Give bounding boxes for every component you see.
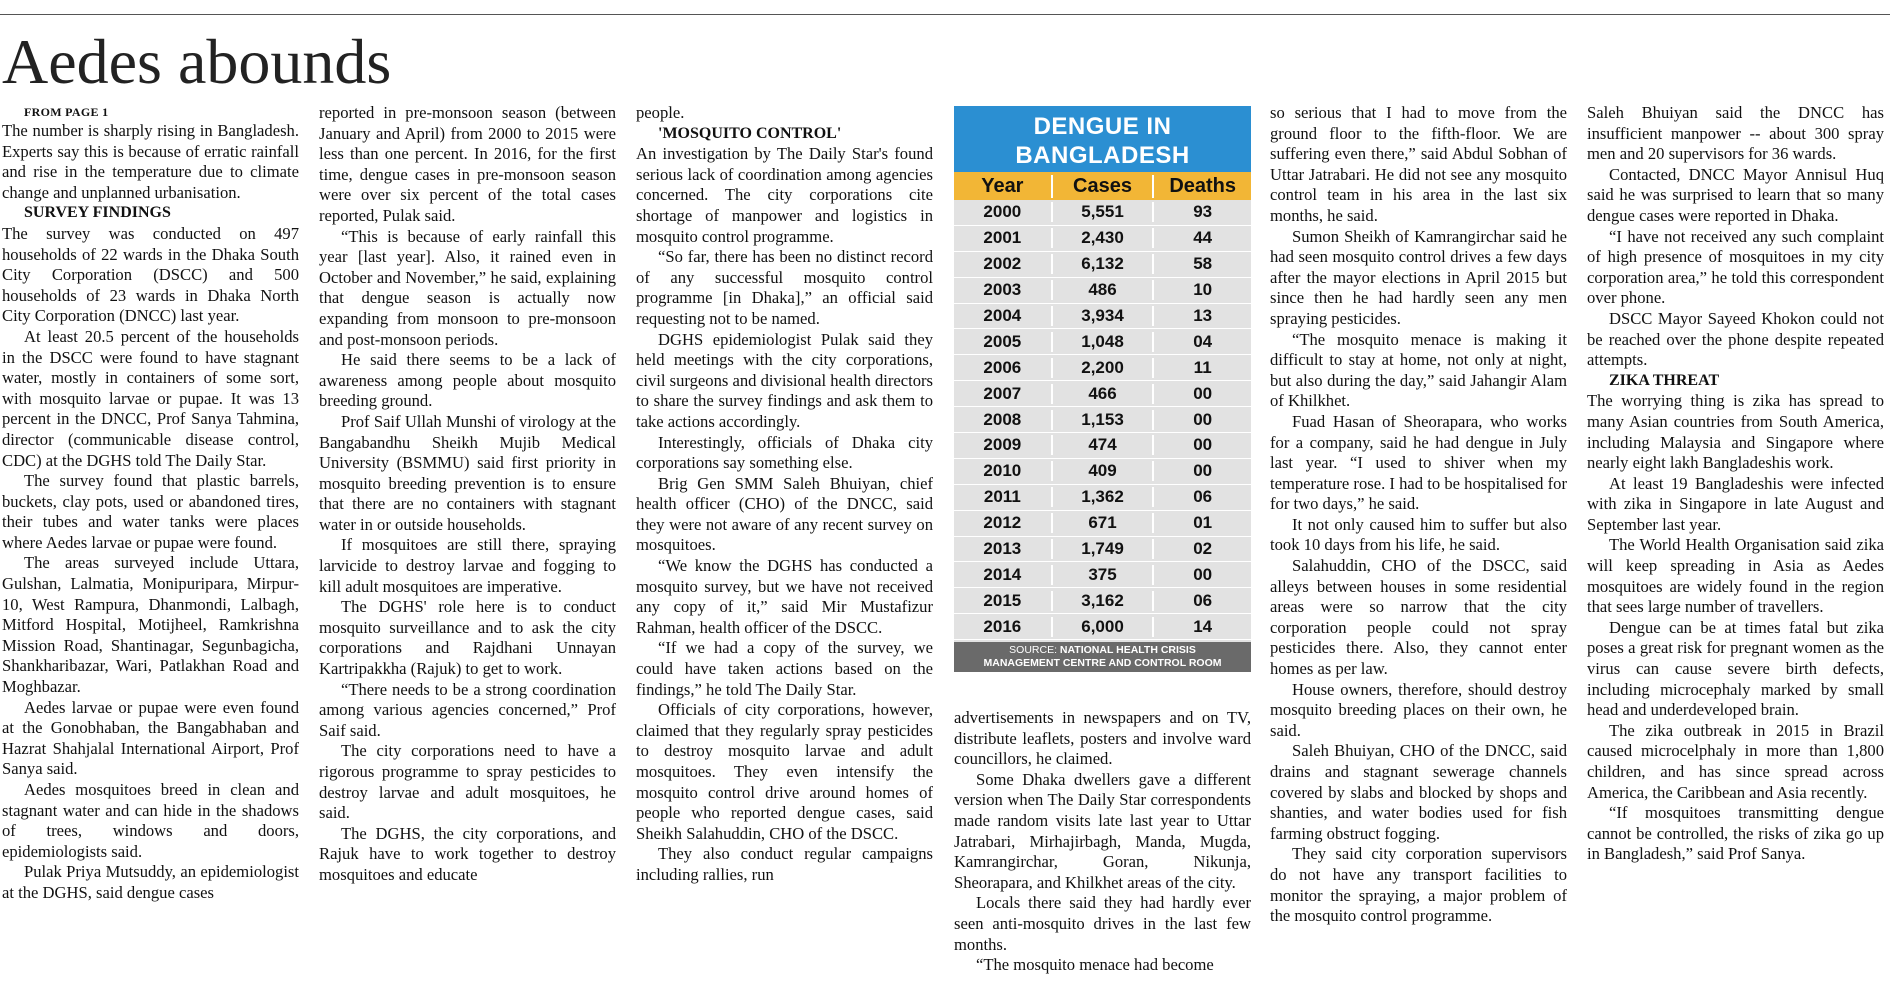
- cell-cases: 474: [1053, 435, 1155, 455]
- cell-cases: 3,934: [1053, 306, 1155, 326]
- cell-deaths: 00: [1193, 383, 1213, 403]
- cell-cases: 466: [1053, 384, 1155, 404]
- cell-cases: 3,162: [1053, 591, 1155, 611]
- paragraph: Contacted, DNCC Mayor Annisul Huq said he was surprised to learn that so many dengue cases were reported in Dhaka.: [1587, 164, 1884, 225]
- table-row: [954, 226, 1251, 252]
- paragraph: Aedes larvae or pupae were even found at the Gonobhaban, the Bangabhaban and Hazrat Shahjalal International Airport, Prof Sanya said.: [2, 697, 299, 779]
- paragraph: “We know the DGHS has conducted a mosquito survey, but we have not received any copy of it,” said Mir Mustafizur Rahman, health officer of the DSCC.: [636, 556, 933, 637]
- paragraph: At least 19 Bangladeshis were infected with zika in Singapore in late August and September last year.: [1587, 473, 1884, 534]
- table-row: [954, 200, 1251, 226]
- cell-deaths: 11: [1193, 357, 1212, 377]
- cell-year: 2000: [954, 202, 1053, 222]
- paragraph: advertisements in newspapers and on TV, distribute leaflets, posters and involve ward councillors, he claimed.: [954, 708, 1251, 769]
- table-row: [954, 381, 1251, 407]
- paragraph: “The mosquito menace had become: [976, 955, 1214, 975]
- cell-year: 2008: [954, 410, 1053, 430]
- paragraph: Some Dhaka dwellers gave a different version when The Daily Star correspondents made random visits late last year to Uttar Jatrabari, Mirhajirbagh, Manda, Mugda, Kamrangirchar, Goran, Nikunja, Sheorapara, and Khilkhet areas of the city.: [954, 769, 1251, 892]
- cell-cases: 1,362: [1053, 487, 1155, 507]
- paragraph: Officials of city corporations, however, claimed that they regularly spray pesticides to destroy mosquito larvae and adult mosquitoes. They even intensify the mosquito control drive around homes of people who reported dengue cases, said Sheikh Salahuddin, CHO of the DSCC.: [636, 700, 933, 843]
- column-4: [954, 708, 1251, 998]
- header-year: Year: [954, 175, 1053, 198]
- table-row: [954, 329, 1251, 355]
- table-row: [954, 407, 1251, 433]
- cell-cases: 6,000: [1053, 617, 1155, 637]
- paragraph: The zika outbreak in 2015 in Brazil caused microcelphaly in more than 1,800 children, and has since spread across America, the Caribbean and Asia recently.: [1587, 720, 1884, 802]
- paragraph: The worrying thing is zika has spread to many Asian countries from South America, including Malaysia and Singapore where nearly eight lakh Bangladeshis work.: [1587, 391, 1884, 473]
- paragraph: Locals there said they had hardly ever seen anti-mosquito drives in the last few months.: [954, 893, 1251, 954]
- subheading-mosquito-control: 'MOSQUITO CONTROL': [658, 124, 842, 142]
- paragraph: Sumon Sheikh of Kamrangirchar said he had seen mosquito control drives a few days after the mayor elections in April 2015 but since then he had hardly seen any men spraying pesticides.: [1270, 226, 1567, 328]
- paragraph: Aedes mosquitoes breed in clean and stagnant water and can hide in the shadows of trees, windows and doors, epidemiologists said.: [2, 780, 299, 861]
- cell-year: 2001: [954, 228, 1053, 248]
- paragraph: people.: [636, 103, 685, 122]
- subheading-survey-findings: SURVEY FINDINGS: [24, 204, 171, 222]
- paragraph: “If we had a copy of the survey, we could have taken actions based on the findings,” he told The Daily Star.: [636, 638, 933, 699]
- table-title-line-1: DENGUE IN: [1033, 113, 1172, 140]
- cell-year: 2004: [954, 306, 1053, 326]
- paragraph: Interestingly, officials of Dhaka city corporations say something else.: [636, 432, 933, 473]
- cell-year: 2009: [954, 435, 1053, 455]
- headline: Aedes abounds: [2, 26, 392, 97]
- paragraph: House owners, therefore, should destroy mosquito breeding places on their own, he said.: [1270, 679, 1567, 740]
- paragraph: “This is because of early rainfall this year [last year]. Also, it rained even in October and November,” he said, explaining that dengue season is actually now expanding from monsoon to pre-monsoon and post-monsoon periods.: [319, 226, 616, 349]
- cell-deaths: 93: [1193, 202, 1213, 222]
- cell-year: 2016: [954, 617, 1053, 637]
- table-title: [954, 106, 1251, 172]
- cell-deaths: 44: [1193, 228, 1213, 248]
- paragraph: If mosquitoes are still there, spraying larvicide to destroy larvae and fogging to kill adult mosquitoes are imperative.: [319, 535, 616, 596]
- table-row: [954, 588, 1251, 614]
- cell-deaths: 06: [1193, 590, 1213, 610]
- paragraph: “So far, there has been no distinct record of any successful mosquito control programme [in Dhaka],” an official said requesting not to be named.: [636, 247, 933, 328]
- cell-year: 2006: [954, 358, 1053, 378]
- cell-year: 2011: [954, 487, 1053, 507]
- cell-year: 2005: [954, 332, 1053, 352]
- paragraph: The city corporations need to have a rigorous programme to spray pesticides to destroy larvae and adult mosquitoes, he said.: [319, 741, 616, 823]
- paragraph: The survey was conducted on 497 households of 22 wards in the Dhaka South City Corporation (DSCC) and 500 households of 23 wards in Dhaka North City Corporation (DNCC) last year.: [2, 223, 299, 326]
- table-row: [954, 562, 1251, 588]
- table-row: [954, 485, 1251, 511]
- cell-deaths: 06: [1193, 487, 1213, 507]
- paragraph: The DGHS, the city corporations, and Rajuk have to work together to destroy mosquitoes and educate: [319, 823, 616, 884]
- column-1: [2, 103, 299, 993]
- paragraph: Saleh Bhuiyan, CHO of the DNCC, said drains and stagnant sewerage channels covered by slabs and blocked by shops and shanties, and water bodies used for fish farming obstruct fogging.: [1270, 741, 1567, 843]
- table-row: [954, 278, 1251, 304]
- cell-deaths: 00: [1193, 564, 1213, 584]
- paragraph: Brig Gen SMM Saleh Bhuiyan, chief health officer (CHO) of the DNCC, said they were not aware of any recent survey on mosquitoes.: [636, 473, 933, 555]
- paragraph: The survey found that plastic barrels, buckets, clay pots, used or abandoned tires, their tubes and water tanks were places where Aedes larvae or pupae were found.: [2, 471, 299, 552]
- paragraph: They also conduct regular campaigns including rallies, run: [636, 844, 933, 884]
- table-header-row: [954, 172, 1251, 200]
- cell-cases: 409: [1053, 461, 1155, 481]
- paragraph: reported in pre-monsoon season (between January and April) from 2000 to 2015 were less than one percent. In 2016, for the first time, dengue cases in pre-monsoon season were over six percent of the total cases reported, Pulak said.: [319, 103, 616, 225]
- cell-cases: 2,430: [1053, 228, 1155, 248]
- cell-deaths: 01: [1193, 513, 1213, 533]
- cell-cases: 1,048: [1053, 332, 1155, 352]
- cell-deaths: 14: [1193, 616, 1213, 636]
- column-5: [1270, 103, 1567, 993]
- paragraph: “The mosquito menace is making it difficult to stay at home, not only at night, but also during the day,” said Jahangir Alam of Khilkhet.: [1270, 329, 1567, 411]
- table-row: [954, 511, 1251, 537]
- cell-year: 2010: [954, 461, 1053, 481]
- paragraph: At least 20.5 percent of the households in the DSCC were found to have stagnant water, mostly in containers of some sort, with mosquito larvae or pupae. It was 13 percent in the DNCC, Prof Sanya Tahmina, director (communicable disease control, CDC) at the DGHS told The Daily Star.: [2, 326, 299, 470]
- cell-deaths: 13: [1193, 306, 1213, 325]
- paragraph: Prof Saif Ullah Munshi of virology at the Bangabandhu Sheikh Mujib Medical University (BSMMU) said first priority in mosquito breeding prevention is to ensure that there are no containers with stagnant water in or outside households.: [319, 411, 616, 534]
- paragraph: The DGHS' role here is to conduct mosquito surveillance and to ask the city corporations and Rajdhani Unnayan Kartripakkha (Rajuk) to get to work.: [319, 597, 616, 679]
- source-text-2: MANAGEMENT CENTRE AND CONTROL ROOM: [983, 657, 1222, 669]
- cell-year: 2015: [954, 591, 1053, 611]
- paragraph: An investigation by The Daily Star's found serious lack of coordination among agencies concerned. The city corporations cite shortage of manpower and logistics in mosquito control programme.: [636, 144, 933, 246]
- paragraph: DSCC Mayor Sayeed Khokon could not be reached over the phone despite repeated attempts.: [1587, 308, 1884, 370]
- source-text: NATIONAL HEALTH CRISIS: [1059, 644, 1196, 656]
- column-3: [636, 103, 933, 993]
- cell-deaths: 10: [1193, 280, 1213, 300]
- paragraph: Fuad Hasan of Sheorapara, who works for a company, said he had dengue in July last year. “I used to shiver when my temperature rose. I had to be hospitalised for for two days,” he said.: [1270, 411, 1567, 514]
- cell-cases: 671: [1053, 513, 1155, 533]
- cell-deaths: 00: [1193, 435, 1213, 455]
- cell-cases: 5,551: [1053, 202, 1155, 222]
- paragraph: DGHS epidemiologist Pulak said they held meetings with the city corporations, civil surgeons and divisional health directors to share the survey findings and ask them to take actions accordingly.: [636, 329, 933, 431]
- cell-cases: 1,153: [1053, 410, 1155, 430]
- source-label: SOURCE:: [1009, 644, 1057, 656]
- paragraph: The World Health Organisation said zika will keep spreading in Asia as Aedes mosquitoes are widely found in the region that sees large number of travellers.: [1587, 535, 1884, 617]
- paragraph: He said there seems to be a lack of awareness among people about mosquito breeding ground.: [319, 350, 616, 411]
- paragraph: “I have not received any such complaint of high presence of mosquitoes in my city corporation area,” he told this correspondent over phone.: [1587, 226, 1884, 308]
- paragraph: The areas surveyed include Uttara, Gulshan, Lalmatia, Monipuripara, Mirpur-10, West Rampura, Dhanmondi, Lalbagh, Mitford Hospital, Motijheel, Ramkrishna Mission Road, Shantinagar, Segunbagicha, Shankharibazar, Wari, Patlakhan Road and Moghbazar.: [2, 553, 299, 697]
- table-source: [954, 642, 1251, 672]
- cell-cases: 6,132: [1053, 254, 1155, 274]
- cell-deaths: 04: [1193, 331, 1213, 351]
- cell-year: 2012: [954, 513, 1053, 533]
- cell-year: 2014: [954, 565, 1053, 585]
- paragraph: Saleh Bhuiyan said the DNCC has insufficient manpower -- about 300 spray men and 20 supervisors for 36 wards.: [1587, 103, 1884, 164]
- subheading-zika-threat: ZIKA THREAT: [1609, 371, 1720, 389]
- column-2: [319, 103, 616, 993]
- table-row: [954, 459, 1251, 485]
- cell-year: 2003: [954, 280, 1053, 300]
- paragraph: “If mosquitoes transmitting dengue cannot be controlled, the risks of zika go up in Bangladesh,” said Prof Sanya.: [1587, 803, 1884, 864]
- cell-year: 2007: [954, 384, 1053, 404]
- cell-deaths: 58: [1193, 254, 1213, 274]
- column-6: [1587, 103, 1884, 993]
- table-row: [954, 537, 1251, 563]
- cell-deaths: 02: [1193, 539, 1213, 559]
- table-row: [954, 252, 1251, 278]
- paragraph: “There needs to be a strong coordination among various agencies concerned,” Prof Saif said.: [319, 679, 616, 740]
- table-row: [954, 304, 1251, 330]
- table-body: [954, 200, 1251, 640]
- from-page-label: FROM PAGE 1: [24, 105, 109, 119]
- paragraph: Salahuddin, CHO of the DSCC, said alleys between houses in some residential areas were so narrow that the city corporation people could not spray pesticides there. Also, they cannot enter homes as per law.: [1270, 556, 1567, 679]
- dengue-table: [954, 106, 1251, 672]
- cell-year: 2002: [954, 254, 1053, 274]
- cell-cases: 1,749: [1053, 539, 1155, 559]
- paragraph: They said city corporation supervisors do not have any transport facilities to monitor the spraying, a major problem of the mosquito control programme.: [1270, 844, 1567, 926]
- paragraph: The number is sharply rising in Bangladesh. Experts say this is because of erratic rainfall and rise in the temperature due to climate change and unplanned urbanisation.: [2, 121, 299, 202]
- cell-cases: 2,200: [1053, 358, 1155, 378]
- header-cases: Cases: [1053, 175, 1155, 198]
- cell-cases: 375: [1053, 565, 1155, 585]
- paragraph: so serious that I had to move from the ground floor to the fifth-floor. We are suffering even there,” said Abdul Sobhan of Uttar Jatrabari. He did not see any mosquito control team in his area in the last six months, he said.: [1270, 103, 1567, 225]
- cell-year: 2013: [954, 539, 1053, 559]
- cell-deaths: 00: [1193, 461, 1213, 481]
- top-rule: [0, 14, 1890, 15]
- paragraph: Dengue can be at times fatal but zika poses a great risk for pregnant women as the virus can cause severe birth defects, including microcephaly marked by small head and underdeveloped brain.: [1587, 617, 1884, 720]
- cell-cases: 486: [1053, 280, 1155, 300]
- table-row: [954, 614, 1251, 640]
- paragraph: Pulak Priya Mutsuddy, an epidemiologist at the DGHS, said dengue cases: [2, 862, 299, 902]
- table-row: [954, 355, 1251, 381]
- table-title-line-2: BANGLADESH: [1015, 142, 1190, 169]
- cell-deaths: 00: [1193, 409, 1213, 429]
- table-row: [954, 433, 1251, 459]
- header-deaths: Deaths: [1169, 174, 1237, 197]
- paragraph: It not only caused him to suffer but also took 10 days from his life, he said.: [1270, 514, 1567, 555]
